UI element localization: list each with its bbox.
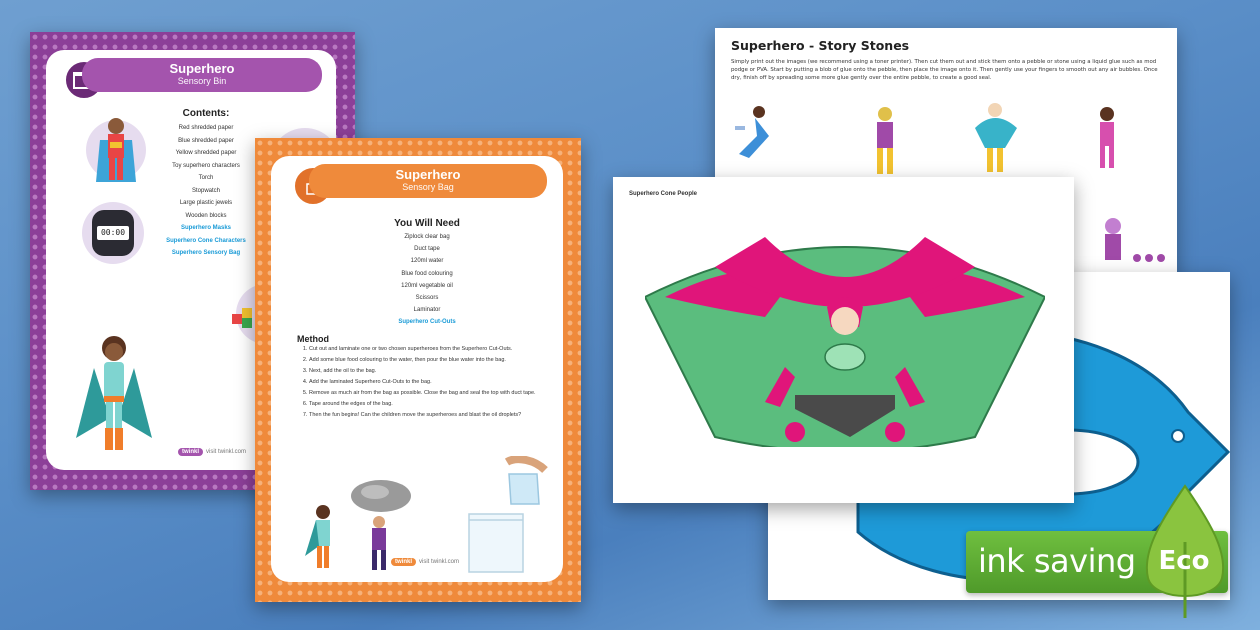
list-item: 120ml water	[410, 258, 444, 265]
link-superhero-cut-outs[interactable]: Superhero Cut-Outs	[398, 319, 456, 326]
need-heading: You Will Need	[394, 218, 460, 229]
list-item: Toy superhero characters	[172, 162, 240, 169]
bag-title-banner	[309, 164, 547, 198]
stopwatch-illustration	[82, 202, 144, 264]
bag-title: Superhero	[395, 167, 461, 182]
stones-description: Simply print out the images (we recommend using a toner printer). Then cut them out and stick them onto a pebble or stone using a liquid glue such as mod podge or PVA. Start by putting a blob of glue onto the pebble, then place the image onto it. Then gently use your fingers to smooth out any air bubbles. Once dry, finish off by spreading some more glue gently over the entire pebble, to create a good seal.	[731, 59, 1158, 81]
list-item: 120ml vegetable oil	[401, 282, 453, 289]
bag-sheet-page	[271, 156, 563, 582]
you-will-need-list	[351, 218, 503, 329]
list-item: Laminator	[413, 307, 441, 314]
bin-footer	[178, 448, 246, 456]
method-step: 3. Next, add the oil to the bag.	[309, 368, 552, 375]
sensory-bag-sheet	[255, 138, 581, 602]
link-superhero-sensory-bag[interactable]: Superhero Sensory Bag	[171, 250, 241, 256]
stopwatch-display: 00:00	[97, 226, 129, 240]
list-item: Wooden blocks	[185, 212, 227, 219]
method-step: 7. Then the fun begins! Can the children move the superheroes and blast the oil droplets?	[309, 412, 552, 419]
list-item: Blue shredded paper	[178, 137, 234, 144]
method-step: 6. Tape around the edges of the bag.	[309, 401, 552, 408]
cone-title: Superhero Cone People	[629, 191, 698, 197]
superhero-cone-illustration	[645, 237, 1045, 451]
bag-footer	[391, 558, 459, 566]
bin-title-banner	[82, 58, 322, 92]
contents-heading: Contents:	[182, 108, 230, 119]
eco-leaf-icon	[1140, 482, 1230, 622]
method-step: 5. Remove as much air from the bag as possible. Close the bag and seal the top with duct tape.	[309, 390, 552, 397]
list-item: Red shredded paper	[178, 125, 234, 131]
link-superhero-masks[interactable]: Superhero Masks	[180, 225, 232, 231]
list-item: Large plastic jewels	[179, 200, 233, 206]
twinkl-logo: twinkl	[178, 448, 203, 456]
list-item: Stopwatch	[191, 187, 221, 194]
twinkl-logo: twinkl	[391, 558, 416, 566]
bin-title: Superhero	[169, 61, 235, 76]
list-item: Yellow shredded paper	[175, 150, 237, 156]
superhero-boy-illustration	[92, 112, 140, 196]
list-item: Torch	[198, 175, 214, 181]
bag-subtitle: Sensory Bag	[402, 182, 454, 192]
footer-text: visit twinkl.com	[206, 449, 247, 455]
superhero-girl-illustration	[74, 328, 154, 462]
cone-people-sheet	[613, 177, 1074, 503]
stones-title: Superhero - Story Stones	[731, 38, 910, 53]
footer-text: visit twinkl.com	[419, 559, 460, 565]
method-step: 1. Cut out and laminate one or two chosen superheroes from the Superhero Cut-Outs.	[309, 346, 552, 353]
link-superhero-cone-characters[interactable]: Superhero Cone Characters	[166, 237, 246, 244]
bin-subtitle: Sensory Bin	[177, 76, 227, 86]
method-step: 4. Add the laminated Superhero Cut-Outs to the bag.	[309, 379, 552, 386]
method-heading: Method	[297, 334, 329, 344]
list-item: Scissors	[415, 295, 439, 302]
method-steps	[297, 346, 552, 419]
list-item: Blue food colouring	[401, 270, 453, 277]
list-item: Duct tape	[414, 246, 440, 253]
method-section	[297, 334, 552, 423]
ink-saving-label: ink saving	[978, 542, 1136, 580]
list-item: Ziplock clear bag	[404, 234, 450, 240]
jug-and-bag-illustration	[455, 456, 555, 580]
method-step: 2. Add some blue food colouring to the water, then pour the blue water into the bag.	[309, 357, 552, 364]
eco-tag: Eco	[1158, 546, 1210, 576]
